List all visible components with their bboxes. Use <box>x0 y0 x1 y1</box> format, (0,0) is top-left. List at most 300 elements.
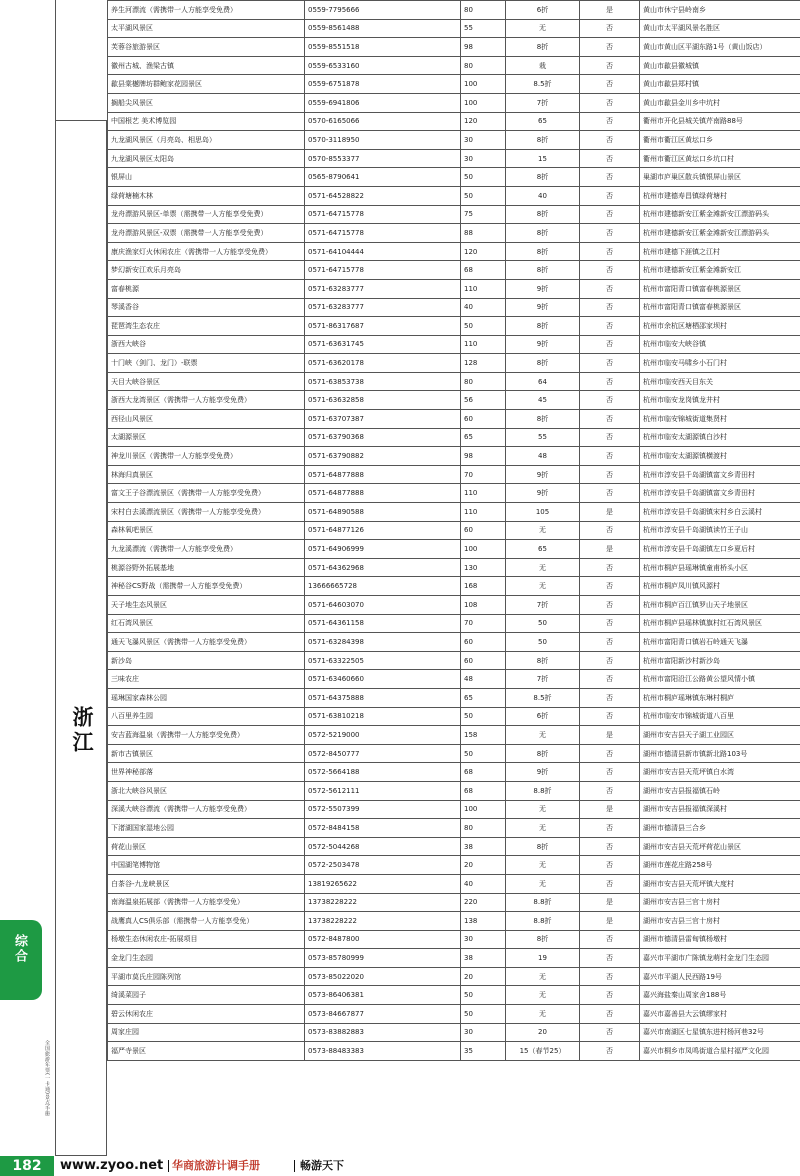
ticket-price: 110 <box>461 279 506 298</box>
attraction-name: 浙西大龙湾景区（需携带一人方能享受免费） <box>108 391 305 410</box>
table-row <box>108 242 800 261</box>
address: 杭州市临安市锦城街道八百里 <box>640 707 800 726</box>
attraction-name: 新市古镇景区 <box>108 744 305 763</box>
discount: 无 <box>506 1005 580 1024</box>
attraction-name: 中国湖笔博物馆 <box>108 856 305 875</box>
discount: 8折 <box>506 930 580 949</box>
province-label: 浙江 <box>70 706 94 756</box>
discount: 8折 <box>506 131 580 150</box>
phone: 0571-64890588 <box>305 503 461 522</box>
phone: 0572-5044268 <box>305 837 461 856</box>
address: 杭州市淳安县千岛湖镇宋村乡白云溪村 <box>640 503 800 522</box>
card-flag: 否 <box>580 596 640 615</box>
table-row <box>108 949 800 968</box>
address: 杭州市临安锦城街道集贤村 <box>640 410 800 429</box>
phone: 0571-63283777 <box>305 298 461 317</box>
card-flag: 否 <box>580 707 640 726</box>
table-row <box>108 763 800 782</box>
table-row <box>108 893 800 912</box>
address: 杭州市桐庐百江镇罗山天子地景区 <box>640 596 800 615</box>
card-flag: 否 <box>580 1023 640 1042</box>
discount: 无 <box>506 986 580 1005</box>
discount: 8折 <box>506 317 580 336</box>
address: 杭州市临安太湖源镇白沙村 <box>640 428 800 447</box>
table-row <box>108 205 800 224</box>
discount: 8折 <box>506 261 580 280</box>
attraction-name: 杨墩生态休闲农庄-拓展项目 <box>108 930 305 949</box>
discount: 8折 <box>506 224 580 243</box>
ticket-price: 68 <box>461 763 506 782</box>
table-row <box>108 224 800 243</box>
phone: 0572-8487800 <box>305 930 461 949</box>
address: 杭州市临安太湖源镇横渡村 <box>640 447 800 466</box>
ticket-price: 98 <box>461 447 506 466</box>
ticket-price: 70 <box>461 465 506 484</box>
attraction-name: 养生河漂流（需携带一人方能享受免费） <box>108 1 305 20</box>
phone: 0571-63620178 <box>305 354 461 373</box>
address: 嘉兴海盐秦山周家舍188号 <box>640 986 800 1005</box>
attraction-name: 龙舟漂游风景区-单票（需携带一人方能享受免费） <box>108 205 305 224</box>
address: 杭州市富阳青口镇岩石岭通天飞瀑 <box>640 633 800 652</box>
discount: 8折 <box>506 168 580 187</box>
table-row <box>108 38 800 57</box>
attraction-name: 富春桃源 <box>108 279 305 298</box>
ticket-price: 60 <box>461 521 506 540</box>
card-flag: 是 <box>580 912 640 931</box>
phone: 0571-86317687 <box>305 317 461 336</box>
attraction-name: 战鹰真人CS俱乐部（需携带一人方能享受免） <box>108 912 305 931</box>
discount: 8折 <box>506 38 580 57</box>
card-flag: 是 <box>580 726 640 745</box>
phone: 0571-64715778 <box>305 205 461 224</box>
phone: 0571-64361158 <box>305 614 461 633</box>
attraction-name: 太平湖风景区 <box>108 19 305 38</box>
table-row <box>108 837 800 856</box>
discount: 64 <box>506 372 580 391</box>
attraction-name: 太湖源景区 <box>108 428 305 447</box>
card-flag: 否 <box>580 131 640 150</box>
card-flag: 否 <box>580 112 640 131</box>
ticket-price: 80 <box>461 819 506 838</box>
address: 杭州市桐庐瑶琳镇东琳村桐庐 <box>640 688 800 707</box>
discount: 无 <box>506 558 580 577</box>
ticket-price: 100 <box>461 93 506 112</box>
address: 衢州市衢江区黄坛口乡 <box>640 131 800 150</box>
attraction-name: 桃源谷野外拓展基地 <box>108 558 305 577</box>
address: 杭州市淳安县千岛湖镇左口乡夏后村 <box>640 540 800 559</box>
card-flag: 是 <box>580 503 640 522</box>
ticket-price: 80 <box>461 372 506 391</box>
attraction-name: 绿荷塘楠木林 <box>108 186 305 205</box>
attraction-name: 神龙川景区（需携带一人方能享受免费） <box>108 447 305 466</box>
phone: 0573-85022020 <box>305 967 461 986</box>
ticket-price: 120 <box>461 112 506 131</box>
address: 湖州市安吉县天荒坪镇大度村 <box>640 874 800 893</box>
footer-divider <box>294 1160 295 1172</box>
attraction-name: 九龙湖风景区太阳岛 <box>108 149 305 168</box>
attraction-name: 福严寺景区 <box>108 1042 305 1061</box>
table-row <box>108 447 800 466</box>
phone: 0571-64906999 <box>305 540 461 559</box>
card-flag: 否 <box>580 298 640 317</box>
discount: 9折 <box>506 465 580 484</box>
phone: 0571-63853738 <box>305 372 461 391</box>
phone: 13738228222 <box>305 912 461 931</box>
discount: 15 <box>506 149 580 168</box>
address: 衢州市开化县城关镇芹南路88号 <box>640 112 800 131</box>
discount: 9折 <box>506 484 580 503</box>
ticket-price: 108 <box>461 596 506 615</box>
phone: 0570-6165066 <box>305 112 461 131</box>
phone: 0571-63631745 <box>305 335 461 354</box>
card-flag: 否 <box>580 819 640 838</box>
card-flag: 否 <box>580 763 640 782</box>
card-flag: 是 <box>580 540 640 559</box>
table-row <box>108 484 800 503</box>
address: 嘉兴市嘉善县大云镇缪家村 <box>640 1005 800 1024</box>
card-flag: 否 <box>580 670 640 689</box>
ticket-price: 88 <box>461 224 506 243</box>
ticket-price: 50 <box>461 986 506 1005</box>
phone: 0571-64715778 <box>305 261 461 280</box>
discount: 65 <box>506 112 580 131</box>
ticket-price: 60 <box>461 410 506 429</box>
address: 杭州市富阳新沙村新沙岛 <box>640 651 800 670</box>
address: 杭州市建德寿昌镇绿荷塘村 <box>640 186 800 205</box>
address: 嘉兴市平湖市广陈镇龙萌村金龙门生态园 <box>640 949 800 968</box>
phone: 0573-88483383 <box>305 1042 461 1061</box>
discount: 8折 <box>506 410 580 429</box>
phone: 0559-8561488 <box>305 19 461 38</box>
table-row <box>108 19 800 38</box>
phone: 0559-8551518 <box>305 38 461 57</box>
phone: 0571-64362968 <box>305 558 461 577</box>
card-flag: 否 <box>580 1005 640 1024</box>
table-row <box>108 503 800 522</box>
card-flag: 否 <box>580 837 640 856</box>
attraction-name: 歙县棠樾牌坊群鲍家花园景区 <box>108 75 305 94</box>
card-flag: 否 <box>580 279 640 298</box>
ticket-price: 30 <box>461 930 506 949</box>
ticket-price: 100 <box>461 540 506 559</box>
discount: 7折 <box>506 596 580 615</box>
table-row <box>108 56 800 75</box>
attraction-name: 徽州古城、渔梁古镇 <box>108 56 305 75</box>
card-flag: 否 <box>580 19 640 38</box>
attraction-name: 三味农庄 <box>108 670 305 689</box>
address: 杭州市淳安县千岛湖镇富文乡青田村 <box>640 484 800 503</box>
phone: 0572-5219000 <box>305 726 461 745</box>
discount: 9折 <box>506 335 580 354</box>
ticket-price: 128 <box>461 354 506 373</box>
table-row <box>108 726 800 745</box>
table-row <box>108 707 800 726</box>
address: 杭州市富阳青口镇富春桃源景区 <box>640 279 800 298</box>
footer <box>0 1156 800 1176</box>
discount: 20 <box>506 1023 580 1042</box>
discount: 48 <box>506 447 580 466</box>
card-flag: 否 <box>580 261 640 280</box>
attraction-name: 芙蓉谷旅游景区 <box>108 38 305 57</box>
card-flag: 否 <box>580 781 640 800</box>
address: 杭州市余杭区塘栖邵家坝村 <box>640 317 800 336</box>
phone: 0573-83882883 <box>305 1023 461 1042</box>
discount: 105 <box>506 503 580 522</box>
phone: 0571-64528822 <box>305 186 461 205</box>
attraction-name: 安吉蓝海温泉（需携带一人方能享受免费） <box>108 726 305 745</box>
discount: 无 <box>506 19 580 38</box>
ticket-price: 50 <box>461 317 506 336</box>
phone: 0571-64877888 <box>305 484 461 503</box>
side-tab[interactable] <box>0 920 42 1000</box>
card-flag: 否 <box>580 614 640 633</box>
left-border <box>55 0 56 120</box>
discount: 8折 <box>506 744 580 763</box>
phone: 0573-85780999 <box>305 949 461 968</box>
discount: 9折 <box>506 763 580 782</box>
card-flag: 否 <box>580 56 640 75</box>
address: 杭州市建德新安江紫金滩新安江 <box>640 261 800 280</box>
address: 湖州市德清县三合乡 <box>640 819 800 838</box>
card-flag: 否 <box>580 521 640 540</box>
discount: 6折 <box>506 1 580 20</box>
address: 湖州市安吉县三官十房村 <box>640 912 800 931</box>
attraction-name: 天子地生态风景区 <box>108 596 305 615</box>
address: 杭州市建德新安江紫金滩新安江漂游码头 <box>640 224 800 243</box>
phone: 0571-63284398 <box>305 633 461 652</box>
ticket-price: 56 <box>461 391 506 410</box>
address: 杭州市桐庐县瑶林镇旗村红石湾风景区 <box>640 614 800 633</box>
card-flag: 是 <box>580 1 640 20</box>
discount: 40 <box>506 186 580 205</box>
discount: 7折 <box>506 670 580 689</box>
attraction-name: 琴溪香谷 <box>108 298 305 317</box>
ticket-price: 40 <box>461 298 506 317</box>
card-flag: 否 <box>580 410 640 429</box>
table-row <box>108 1005 800 1024</box>
discount: 15（春节25） <box>506 1042 580 1061</box>
card-flag: 否 <box>580 967 640 986</box>
ticket-price: 50 <box>461 744 506 763</box>
attraction-name: 金龙门生态园 <box>108 949 305 968</box>
attraction-name: 白茶谷-九龙峡景区 <box>108 874 305 893</box>
address: 杭州市淳安县千岛湖镇富文乡青田村 <box>640 465 800 484</box>
ticket-price: 38 <box>461 837 506 856</box>
phone: 0572-5612111 <box>305 781 461 800</box>
ticket-price: 50 <box>461 186 506 205</box>
footer-url[interactable]: www.zyoo.net <box>60 1158 164 1173</box>
card-flag: 否 <box>580 149 640 168</box>
address: 湖州市安吉县三官十房村 <box>640 893 800 912</box>
discount: 栽 <box>506 56 580 75</box>
table-row <box>108 149 800 168</box>
table-row <box>108 800 800 819</box>
phone: 0571-63790882 <box>305 447 461 466</box>
address: 黄山市黄山区平湖东路1号（黄山饭店） <box>640 38 800 57</box>
card-flag: 是 <box>580 893 640 912</box>
table-row <box>108 633 800 652</box>
discount: 无 <box>506 577 580 596</box>
phone: 0571-64715778 <box>305 224 461 243</box>
ticket-price: 68 <box>461 781 506 800</box>
attraction-name: 林海归真景区 <box>108 465 305 484</box>
address: 黄山市太平湖风景名胜区 <box>640 19 800 38</box>
card-flag: 否 <box>580 744 640 763</box>
card-flag: 否 <box>580 651 640 670</box>
table-row <box>108 317 800 336</box>
attraction-name: 天目大峡谷景区 <box>108 372 305 391</box>
card-flag: 否 <box>580 335 640 354</box>
discount: 45 <box>506 391 580 410</box>
attraction-name: 富文王子谷漂流景区（需携带一人方能享受免费） <box>108 484 305 503</box>
attraction-name: 荷花山景区 <box>108 837 305 856</box>
card-flag: 否 <box>580 38 640 57</box>
attraction-name: 西径山风景区 <box>108 410 305 429</box>
address: 杭州市淳安县千岛湖镇读竹王子山 <box>640 521 800 540</box>
discount: 8.8折 <box>506 893 580 912</box>
phone: 0572-8484158 <box>305 819 461 838</box>
card-flag: 否 <box>580 856 640 875</box>
discount: 无 <box>506 521 580 540</box>
phone: 0571-64877126 <box>305 521 461 540</box>
table-row <box>108 261 800 280</box>
address: 黄山市歙县郑村镇 <box>640 75 800 94</box>
ticket-price: 40 <box>461 874 506 893</box>
phone: 0572-2503478 <box>305 856 461 875</box>
card-flag: 否 <box>580 391 640 410</box>
address: 杭州市临安大峡谷镇 <box>640 335 800 354</box>
table-row <box>108 986 800 1005</box>
phone: 0571-64375888 <box>305 688 461 707</box>
card-flag: 否 <box>580 484 640 503</box>
table-row <box>108 912 800 931</box>
discount: 无 <box>506 819 580 838</box>
address: 湖州市德清县雷甸镇杨墩村 <box>640 930 800 949</box>
attraction-name: 琵琶湾生态农庄 <box>108 317 305 336</box>
discount: 无 <box>506 800 580 819</box>
attraction-name: 下渚湖国家湿地公园 <box>108 819 305 838</box>
address: 湖州市安吉县天荒坪荷花山景区 <box>640 837 800 856</box>
ticket-price: 30 <box>461 131 506 150</box>
table-row <box>108 1 800 20</box>
attraction-name: 世界神秘部落 <box>108 763 305 782</box>
ticket-price: 110 <box>461 503 506 522</box>
ticket-price: 110 <box>461 335 506 354</box>
table-row <box>108 819 800 838</box>
address: 嘉兴市平湖人民西路19号 <box>640 967 800 986</box>
ticket-price: 130 <box>461 558 506 577</box>
ticket-price: 120 <box>461 242 506 261</box>
card-flag: 否 <box>580 224 640 243</box>
discount: 19 <box>506 949 580 968</box>
phone: 0559-6751878 <box>305 75 461 94</box>
phone: 0571-63632858 <box>305 391 461 410</box>
attraction-name: 八百里养生园 <box>108 707 305 726</box>
ticket-price: 100 <box>461 75 506 94</box>
phone: 0572-5664188 <box>305 763 461 782</box>
table-row <box>108 354 800 373</box>
footer-divider <box>168 1160 169 1172</box>
discount: 9折 <box>506 279 580 298</box>
ticket-price: 65 <box>461 688 506 707</box>
address: 湖州市安吉县天荒坪镇白水湾 <box>640 763 800 782</box>
discount: 8.8折 <box>506 912 580 931</box>
phone: 0571-63322505 <box>305 651 461 670</box>
address: 杭州市桐庐凤川镇风源村 <box>640 577 800 596</box>
table-row <box>108 670 800 689</box>
phone: 0571-64603070 <box>305 596 461 615</box>
table-row <box>108 1042 800 1061</box>
address: 杭州市富阳沿江公路黄公望风情小镇 <box>640 670 800 689</box>
table-row <box>108 521 800 540</box>
attractions-table <box>107 0 800 1061</box>
discount: 8折 <box>506 205 580 224</box>
card-flag: 否 <box>580 465 640 484</box>
attraction-name: 中国根艺 美术博览园 <box>108 112 305 131</box>
attraction-name: 深溪大峡谷漂流（需携带一人方能享受免费） <box>108 800 305 819</box>
table-row <box>108 168 800 187</box>
attraction-name: 神秘谷CS野战（需携带一人方能享受免费） <box>108 577 305 596</box>
discount: 8折 <box>506 837 580 856</box>
discount: 无 <box>506 856 580 875</box>
discount: 无 <box>506 967 580 986</box>
phone: 0571-63283777 <box>305 279 461 298</box>
table-row <box>108 688 800 707</box>
attraction-name: 碧云休闲农庄 <box>108 1005 305 1024</box>
ticket-price: 60 <box>461 651 506 670</box>
card-flag: 否 <box>580 75 640 94</box>
attraction-name: 红石湾风景区 <box>108 614 305 633</box>
card-flag: 否 <box>580 949 640 968</box>
table-row <box>108 781 800 800</box>
phone: 0559-6533160 <box>305 56 461 75</box>
card-flag: 否 <box>580 986 640 1005</box>
attraction-name: 周家庄园 <box>108 1023 305 1042</box>
attraction-name: 绮溪菜园子 <box>108 986 305 1005</box>
ticket-price: 100 <box>461 800 506 819</box>
card-flag: 否 <box>580 577 640 596</box>
table-row <box>108 391 800 410</box>
ticket-price: 110 <box>461 484 506 503</box>
card-flag: 否 <box>580 633 640 652</box>
table-row <box>108 372 800 391</box>
address: 湖州市安吉县报福镇深溪村 <box>640 800 800 819</box>
ticket-price: 80 <box>461 56 506 75</box>
card-flag: 否 <box>580 1042 640 1061</box>
table-row <box>108 930 800 949</box>
discount: 50 <box>506 633 580 652</box>
phone: 0572-5507399 <box>305 800 461 819</box>
table-row <box>108 596 800 615</box>
attraction-name: 南海温泉拓展部（需携带一人方能享受免） <box>108 893 305 912</box>
phone: 0573-86406381 <box>305 986 461 1005</box>
card-flag: 否 <box>580 372 640 391</box>
discount: 8.8折 <box>506 781 580 800</box>
table-row <box>108 131 800 150</box>
table-row <box>108 410 800 429</box>
card-flag: 否 <box>580 558 640 577</box>
discount: 8.5折 <box>506 688 580 707</box>
ticket-price: 168 <box>461 577 506 596</box>
phone: 0570-8553377 <box>305 149 461 168</box>
footer-slogan: 畅游天下 <box>300 1159 344 1172</box>
table-row <box>108 967 800 986</box>
table-row <box>108 186 800 205</box>
table-row <box>108 577 800 596</box>
phone: 0559-7795666 <box>305 1 461 20</box>
table-row <box>108 298 800 317</box>
table-row <box>108 1023 800 1042</box>
